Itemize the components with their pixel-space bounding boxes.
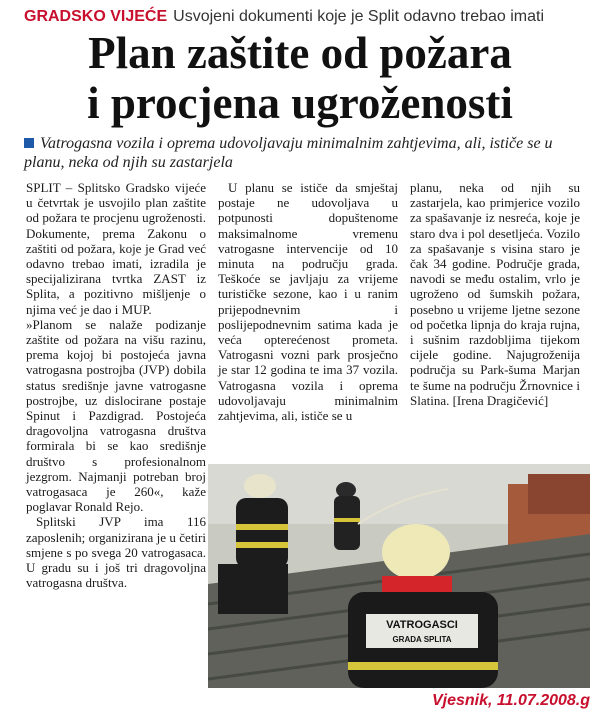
headline (0, 28, 600, 128)
kicker (24, 8, 544, 26)
article-column-3 (410, 180, 580, 408)
paragraph: Splitski JVP ima 116 zaposlenih; organizirana je u četiri smjene s po svega 20 vatrogasaca. U gradu su i još tri dragovoljna vatrogasna društva. (26, 514, 206, 591)
paragraph: planu, neka od njih su zastarjela, kao primjerice vozilo za spašavanje iz nesreća, koje je staro dva i pol desetljeća. Vozilo za spašavanje s visina staro je čak 34 godine. Područje grada, navodi se među ostalim, vrlo je ugroženo od šumskih požara, posebno u vrijeme ljetne sezone od početka lipnja do kraja rujna, i sušnim razdobljima tijekom cijele godine. Najugroženija područja su Park-šuma Marjan te šume na području Žrnovnice i Slatina. [Irena Dragičević] (410, 180, 580, 408)
jacket-text-1: VATROGASCI (386, 619, 458, 631)
source-caption: Vjesnik, 11.07.2008.g (431, 692, 590, 709)
headline-line-1: Plan zaštite od požara (88, 28, 512, 78)
article-column-2 (218, 180, 398, 423)
bullet-square-icon (24, 138, 34, 148)
deck-text: Vatrogasna vozila i oprema udovoljavaju minimalnim zahtjevima, ali, ističe se u planu, neka od njih su zastarjela (24, 135, 553, 171)
section-label: GRADSKO VIJEĆE (24, 8, 168, 25)
firefighters-photo (208, 464, 590, 688)
kicker-subtitle: Usvojeni dokumenti koje je Split odavno trebao imati (173, 8, 545, 25)
article-column-1 (26, 180, 206, 590)
jacket-text-2: GRADA SPLITA (392, 635, 452, 644)
paragraph: U planu se ističe da smještaj postaje ne udovoljava u potpunosti dopuštenome maksimalnome vremenu vatrogasne intervencije od 10 minuta na području grada. Teškoće se javljaju za vrijeme turističke sezone, kao i u ranim prijepodnevnim i poslijepodnevnim satima kada je veća opterećenost prometa. Vatrogasni vozni park prosječno je star 12 godina te ima 37 vozila. Vatrogasna vozila i oprema udovoljavaju minimalnim zahtjevima, ali, ističe se u (218, 180, 398, 424)
deck (24, 134, 584, 172)
paragraph: »Planom se nalaže podizanje zaštite od požara na višu razinu, prema kojoj bi postojeća javna vatrogasna postrojba (JVP) dobila status središnje javne vatrogasne postrojbe, uz dislocirane postaje Spinut i Pazdigrad. Postojeća dragovoljna vatrogasna društva formirala bi se kao središnje društvo s profesionalnom jezgrom. Najmanji potreban broj vatrogasaca je 260«, kaže poglavar Ronald Rejo. (26, 316, 206, 515)
headline-line-2: i procjena ugroženosti (87, 78, 513, 128)
article-photo (208, 464, 590, 688)
paragraph: SPLIT – Splitsko Gradsko vijeće u četvrtak je usvojilo plan zaštite od požara te procjenu ugroženosti. Dokumente, prema Zakonu o zaštiti od požara, koje je Grad već odavno trebao imati, izradila je specijalizirana tvrtka ZAST iz Splita, a pozitivno mišljenje o njima već je dao i MUP. (26, 180, 206, 317)
